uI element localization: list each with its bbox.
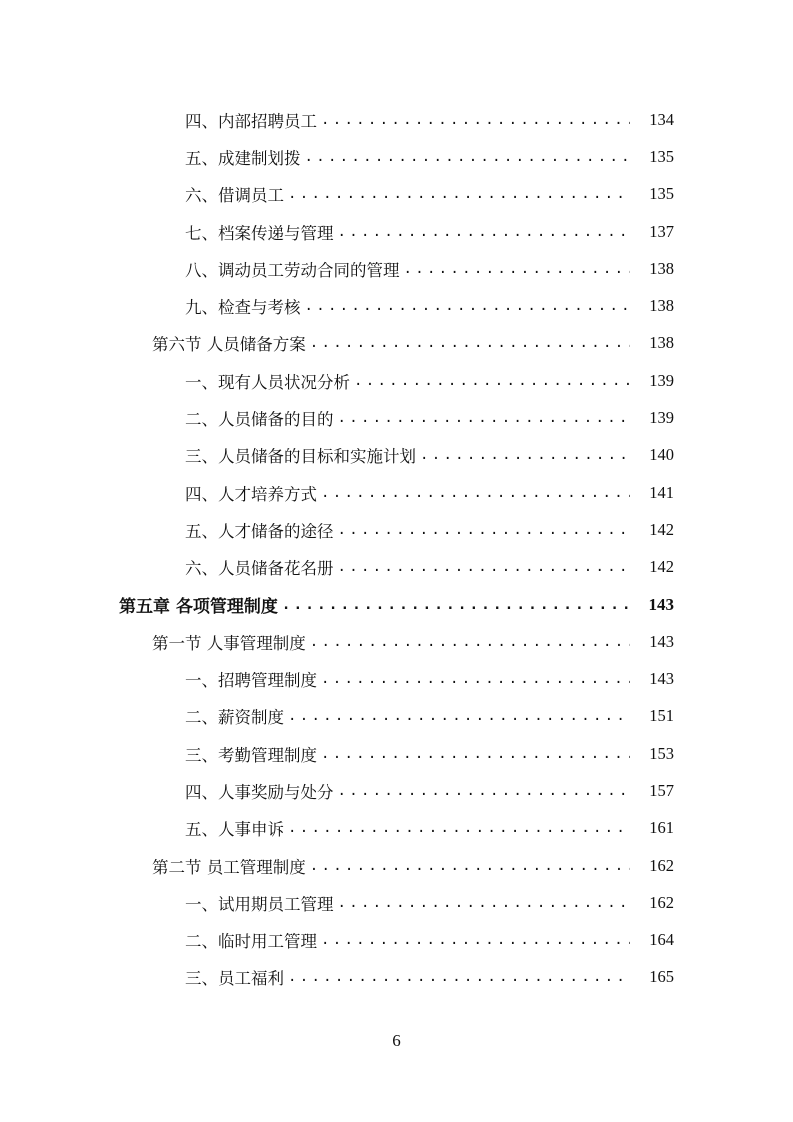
toc-entry-item[interactable] bbox=[0, 399, 793, 436]
toc-entry-title: 四、人才培养方式 bbox=[185, 484, 317, 504]
toc-entry-item[interactable] bbox=[0, 138, 793, 175]
toc-entry-item[interactable] bbox=[0, 287, 793, 324]
toc-entry-item[interactable] bbox=[0, 549, 793, 586]
toc-entry-page: 161 bbox=[649, 818, 674, 838]
toc-entry-page: 139 bbox=[649, 370, 674, 390]
toc-dot-leader bbox=[338, 559, 631, 575]
toc-entry-title: 九、检查与考核 bbox=[185, 298, 301, 318]
toc-entry-page: 138 bbox=[649, 296, 674, 316]
toc-entry-section[interactable] bbox=[0, 847, 793, 884]
toc-entry-title: 二、薪资制度 bbox=[185, 708, 284, 728]
toc-dot-leader bbox=[305, 298, 631, 314]
toc-entry-page: 153 bbox=[649, 743, 674, 763]
toc-entry-page: 135 bbox=[649, 146, 674, 166]
toc-entry-page: 162 bbox=[649, 855, 674, 875]
toc-entry-item[interactable] bbox=[0, 698, 793, 735]
toc-entry-item[interactable] bbox=[0, 474, 793, 511]
toc-entry-title: 一、现有人员状况分析 bbox=[185, 372, 350, 392]
toc-entry-page: 138 bbox=[649, 333, 674, 353]
toc-entry-item[interactable] bbox=[0, 810, 793, 847]
toc-entry-page: 143 bbox=[649, 631, 674, 651]
toc-entry-title: 五、成建制划拨 bbox=[185, 148, 301, 168]
toc-entry-title: 一、试用期员工管理 bbox=[185, 894, 334, 914]
toc-entry-item[interactable] bbox=[0, 362, 793, 399]
toc-entry-title: 四、内部招聘员工 bbox=[185, 111, 317, 131]
toc-entry-page: 139 bbox=[649, 408, 674, 428]
toc-dot-leader bbox=[310, 858, 630, 874]
toc-entry-page: 134 bbox=[649, 109, 674, 129]
toc-entry-title: 三、人员储备的目标和实施计划 bbox=[185, 447, 416, 467]
toc-entry-page: 142 bbox=[649, 519, 674, 539]
toc-dot-leader bbox=[321, 746, 630, 762]
toc-entry-item[interactable] bbox=[0, 213, 793, 250]
toc-dot-leader bbox=[420, 447, 630, 463]
toc-entry-item[interactable] bbox=[0, 101, 793, 138]
toc-entry-item[interactable] bbox=[0, 884, 793, 921]
toc-entry-page: 135 bbox=[649, 184, 674, 204]
toc-entry-item[interactable] bbox=[0, 660, 793, 697]
toc-dot-leader bbox=[288, 186, 630, 202]
toc-entry-item[interactable] bbox=[0, 772, 793, 809]
toc-dot-leader bbox=[305, 149, 631, 165]
toc-entry-title: 八、调动员工劳动合同的管理 bbox=[185, 260, 400, 280]
toc-entry-page: 157 bbox=[649, 780, 674, 800]
toc-dot-leader bbox=[404, 261, 631, 277]
toc-entry-title: 六、人员储备花名册 bbox=[185, 559, 334, 579]
toc-dot-leader bbox=[338, 895, 631, 911]
toc-entry-chapter[interactable] bbox=[0, 586, 793, 623]
toc-entry-item[interactable] bbox=[0, 511, 793, 548]
toc-entry-page: 140 bbox=[649, 445, 674, 465]
toc-entry-page: 141 bbox=[649, 482, 674, 502]
toc-dot-leader bbox=[288, 708, 630, 724]
toc-entry-item[interactable] bbox=[0, 959, 793, 996]
toc-dot-leader bbox=[338, 522, 631, 538]
toc-dot-leader bbox=[321, 112, 630, 128]
page-number: 6 bbox=[392, 1031, 401, 1050]
toc-entry-item[interactable] bbox=[0, 176, 793, 213]
toc-dot-leader bbox=[282, 597, 630, 613]
toc-entry-page: 165 bbox=[649, 967, 674, 987]
toc-dot-leader bbox=[321, 932, 630, 948]
toc-entry-title: 三、员工福利 bbox=[185, 969, 284, 989]
toc-entry-page: 151 bbox=[649, 706, 674, 726]
toc-entry-title: 第五章 各项管理制度 bbox=[119, 597, 278, 617]
toc-entry-item[interactable] bbox=[0, 922, 793, 959]
toc-entry-page: 162 bbox=[649, 892, 674, 912]
toc-dot-leader bbox=[288, 820, 630, 836]
toc-dot-leader bbox=[338, 783, 631, 799]
toc-entry-page: 142 bbox=[649, 557, 674, 577]
toc-entry-title: 七、档案传递与管理 bbox=[185, 223, 334, 243]
toc-entry-page: 143 bbox=[648, 594, 674, 614]
toc-entry-title: 第六节 人员储备方案 bbox=[152, 335, 306, 355]
toc-dot-leader bbox=[321, 671, 630, 687]
toc-entry-title: 三、考勤管理制度 bbox=[185, 745, 317, 765]
toc-entry-section[interactable] bbox=[0, 325, 793, 362]
toc-dot-leader bbox=[310, 634, 630, 650]
toc-entry-item[interactable] bbox=[0, 250, 793, 287]
toc-dot-leader bbox=[354, 373, 630, 389]
toc-dot-leader bbox=[338, 224, 631, 240]
toc-entry-title: 五、人才储备的途径 bbox=[185, 521, 334, 541]
toc-entry-section[interactable] bbox=[0, 623, 793, 660]
toc-entry-page: 138 bbox=[649, 258, 674, 278]
toc-dot-leader bbox=[338, 410, 631, 426]
toc-entry-item[interactable] bbox=[0, 437, 793, 474]
toc-entry-title: 第一节 人事管理制度 bbox=[152, 633, 306, 653]
toc-entry-item[interactable] bbox=[0, 735, 793, 772]
toc-entry-title: 二、临时用工管理 bbox=[185, 932, 317, 952]
toc-dot-leader bbox=[310, 335, 630, 351]
toc-entry-page: 137 bbox=[649, 221, 674, 241]
table-of-contents bbox=[0, 101, 793, 996]
toc-entry-title: 第二节 员工管理制度 bbox=[152, 857, 306, 877]
toc-entry-page: 164 bbox=[649, 930, 674, 950]
toc-dot-leader bbox=[321, 485, 630, 501]
toc-entry-page: 143 bbox=[649, 669, 674, 689]
toc-entry-title: 六、借调员工 bbox=[185, 186, 284, 206]
toc-entry-title: 一、招聘管理制度 bbox=[185, 671, 317, 691]
toc-entry-title: 二、人员储备的目的 bbox=[185, 410, 334, 430]
toc-entry-title: 五、人事申诉 bbox=[185, 820, 284, 840]
toc-entry-title: 四、人事奖励与处分 bbox=[185, 782, 334, 802]
toc-dot-leader bbox=[288, 969, 630, 985]
